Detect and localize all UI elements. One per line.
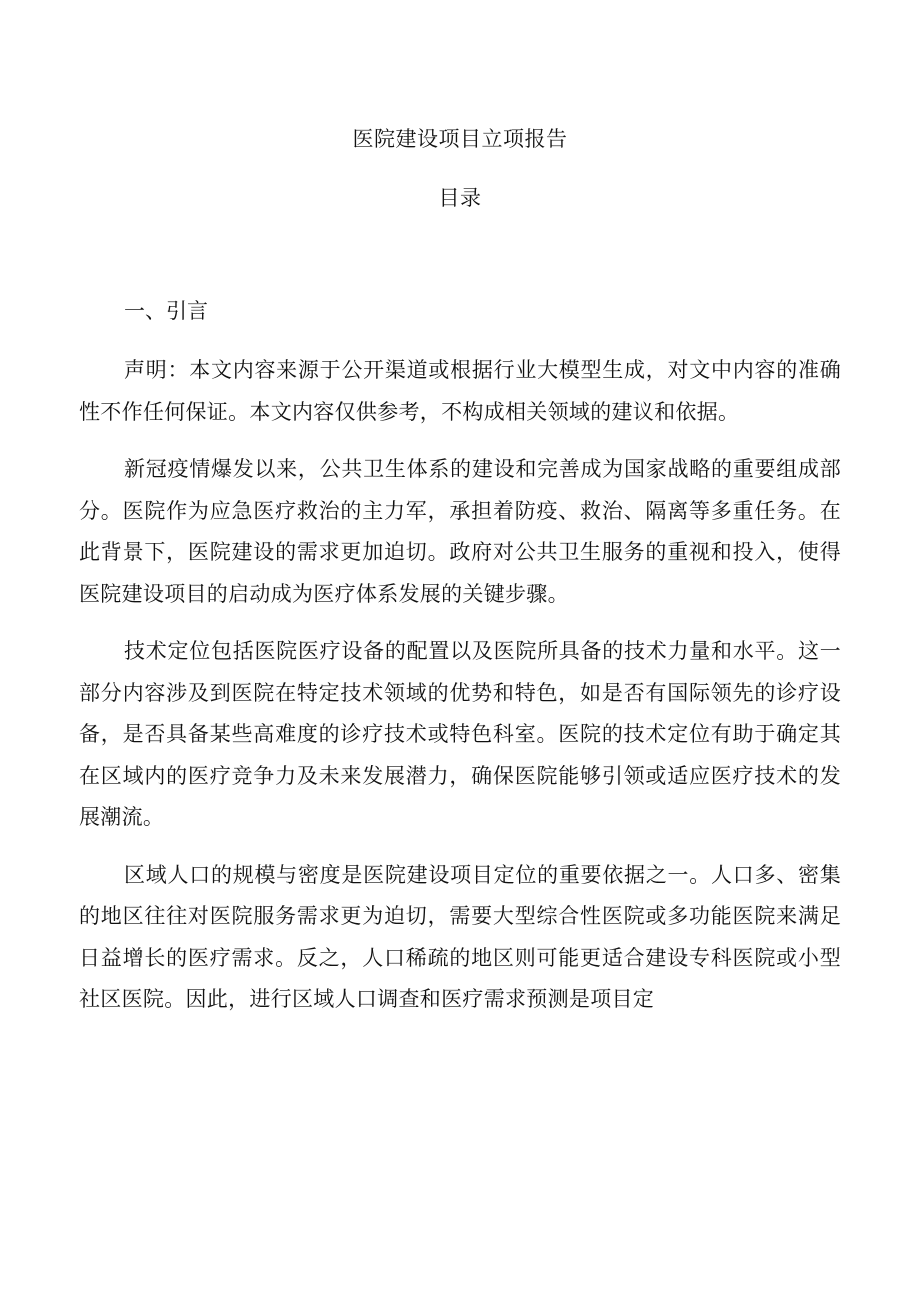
document-title: 医院建设项目立项报告 [352,127,568,151]
document-body [79,350,841,1037]
section-heading: 一、引言 [124,299,208,323]
technology-paragraph: 技术定位包括医院医疗设备的配置以及医院所具备的技术力量和水平。这一部分内容涉及到医院在特定技术领域的优势和特色，如是否有国际领先的诊疗设备，是否具备某些高难度的诊疗技术或特色科室。医院的技术定位有助于确定其在区域内的医疗竞争力及未来发展潜力，确保医院能够引领或适应医疗技术的发展潮流。 [79,639,841,829]
toc-heading: 目录 [438,186,482,210]
population-paragraph: 区域人口的规模与密度是医院建设项目定位的重要依据之一。人口多、密集的地区往往对医院服务需求更为迫切，需要大型综合性医院或多功能医院来满足日益增长的医疗需求。反之，人口稀疏的地区则可能更适合建设专科医院或小型社区医院。因此，进行区域人口调查和医疗需求预测是项目定 [79,862,841,1011]
disclaimer-paragraph: 声明：本文内容来源于公开渠道或根据行业大模型生成，对文中内容的准确性不作任何保证。本文内容仅供参考，不构成相关领域的建议和依据。 [79,358,841,424]
background-paragraph: 新冠疫情爆发以来，公共卫生体系的建设和完善成为国家战略的重要组成部分。医院作为应急医疗救治的主力军，承担着防疫、救治、隔离等多重任务。在此背景下，医院建设的需求更加迫切。政府对公共卫生服务的重视和投入，使得医院建设项目的启动成为医疗体系发展的关键步骤。 [79,457,841,606]
